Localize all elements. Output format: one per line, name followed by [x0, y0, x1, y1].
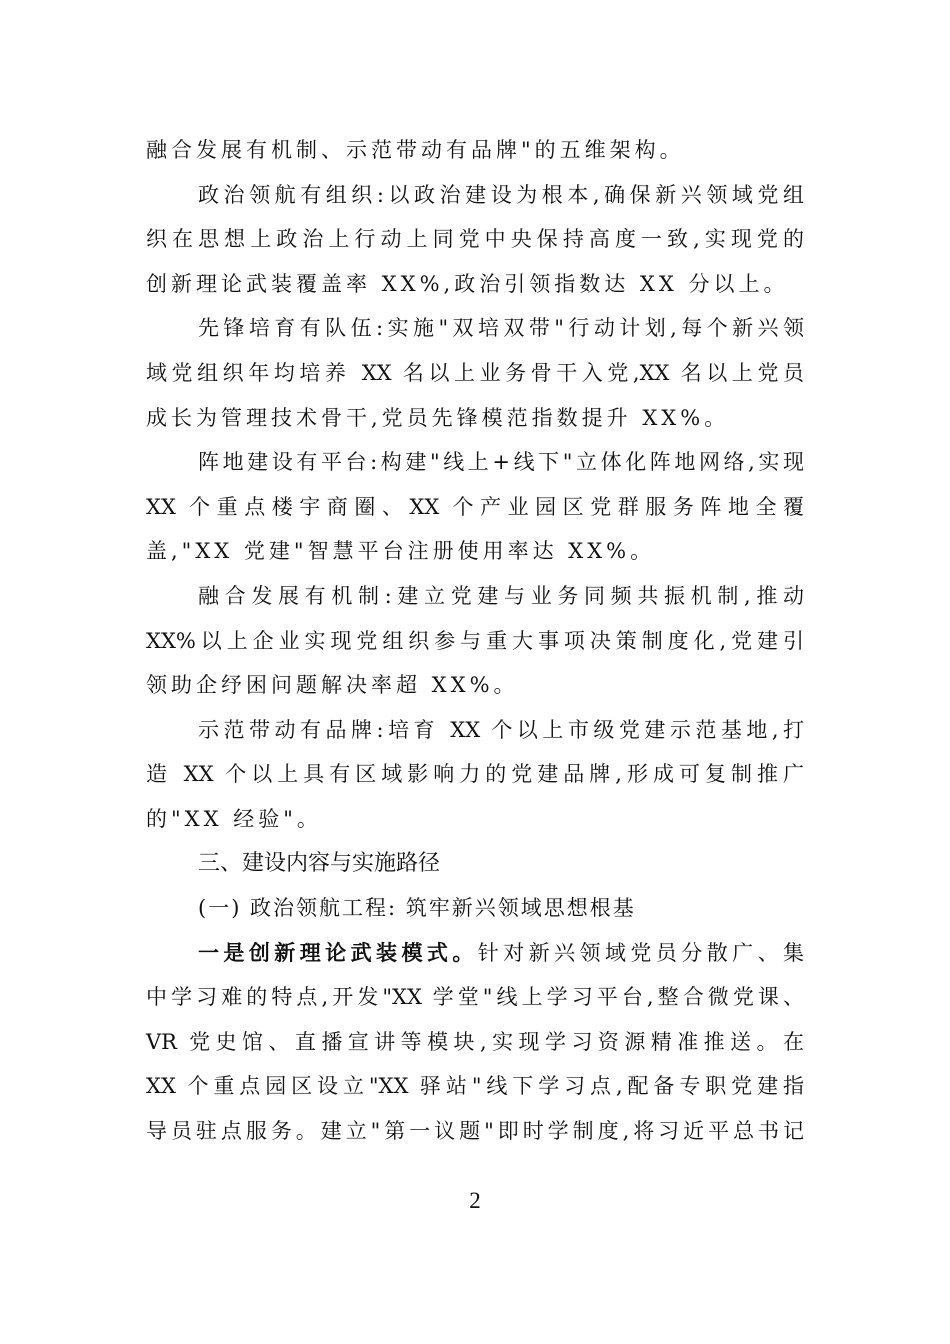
- paragraph-theory-line-3: VR 党史馆、直播宣讲等模块,实现学习资源精准推送。在: [146, 1029, 804, 1054]
- paragraph-pioneer-line-2: 域党组织年均培养 XX 名以上业务骨干入党,XX 名以上党员: [146, 360, 804, 385]
- paragraph-integration-line-3: 领助企纾困问题解决率超 XX%。: [146, 673, 519, 698]
- paragraph-brand-line-1: 示范带动有品牌:培育 XX 个以上市级党建示范基地,打: [198, 717, 804, 742]
- paragraph-pioneer-line-3: 成长为管理技术骨干,党员先锋模范指数提升 XX%。: [146, 405, 730, 430]
- paragraph-platform-line-1: 阵地建设有平台:构建"线上+线下"立体化阵地网络,实现: [198, 450, 804, 475]
- paragraph-theory-line-1-text: 针对新兴领域党员分散广、集: [477, 940, 805, 965]
- section-heading: 三、建设内容与实施路径: [198, 850, 441, 876]
- paragraph-theory-line-1: [146, 931, 804, 976]
- paragraph-pioneer-line-1: 先锋培育有队伍:实施"双培双带"行动计划,每个新兴领: [198, 316, 804, 341]
- paragraph-theory-line-2: 中学习难的特点,开发"XX 学堂"线上学习平台,整合微党课、: [146, 985, 804, 1010]
- paragraph-integration-line-1: 融合发展有机制:建立党建与业务同频共振机制,推动: [198, 583, 804, 608]
- page-number: 2: [469, 1188, 481, 1213]
- paragraph-political-line-3: 创新理论武装覆盖率 XX%,政治引领指数达 XX 分以上。: [146, 271, 789, 296]
- paragraph-brand-line-2: 造 XX 个以上具有区域影响力的党建品牌,形成可复制推广: [146, 762, 804, 787]
- paragraph-integration-line-2: XX%以上企业实现党组织参与重大事项决策制度化,党建引: [146, 628, 804, 653]
- paragraph-theory-line-5: 导员驻点服务。建立"第一议题"即时学制度,将习近平总书记: [146, 1119, 804, 1144]
- paragraph-theory-line-4: XX 个重点园区设立"XX 驿站"线下学习点,配备专职党建指: [146, 1074, 804, 1099]
- paragraph-continuation-line: 融合发展有机制、示范带动有品牌"的五维架构。: [146, 138, 685, 162]
- paragraph-lead-bold: 一是创新理论武装模式。: [198, 940, 478, 965]
- subsection-heading: (一) 政治领航工程: 筑牢新兴领域思想根基: [198, 896, 636, 921]
- paragraph-platform-line-2: XX 个重点楼宇商圈、XX 个产业园区党群服务阵地全覆: [146, 494, 804, 519]
- paragraph-brand-line-3: 的"XX 经验"。: [146, 806, 322, 831]
- paragraph-political-line-1: 政治领航有组织:以政治建设为根本,确保新兴领域党组: [198, 182, 804, 207]
- paragraph-political-line-2: 织在思想上政治上行动上同党中央保持高度一致,实现党的: [146, 227, 804, 252]
- paragraph-platform-line-3: 盖,"XX 党建"智慧平台注册使用率达 XX%。: [146, 539, 656, 564]
- document-page: [146, 128, 804, 1154]
